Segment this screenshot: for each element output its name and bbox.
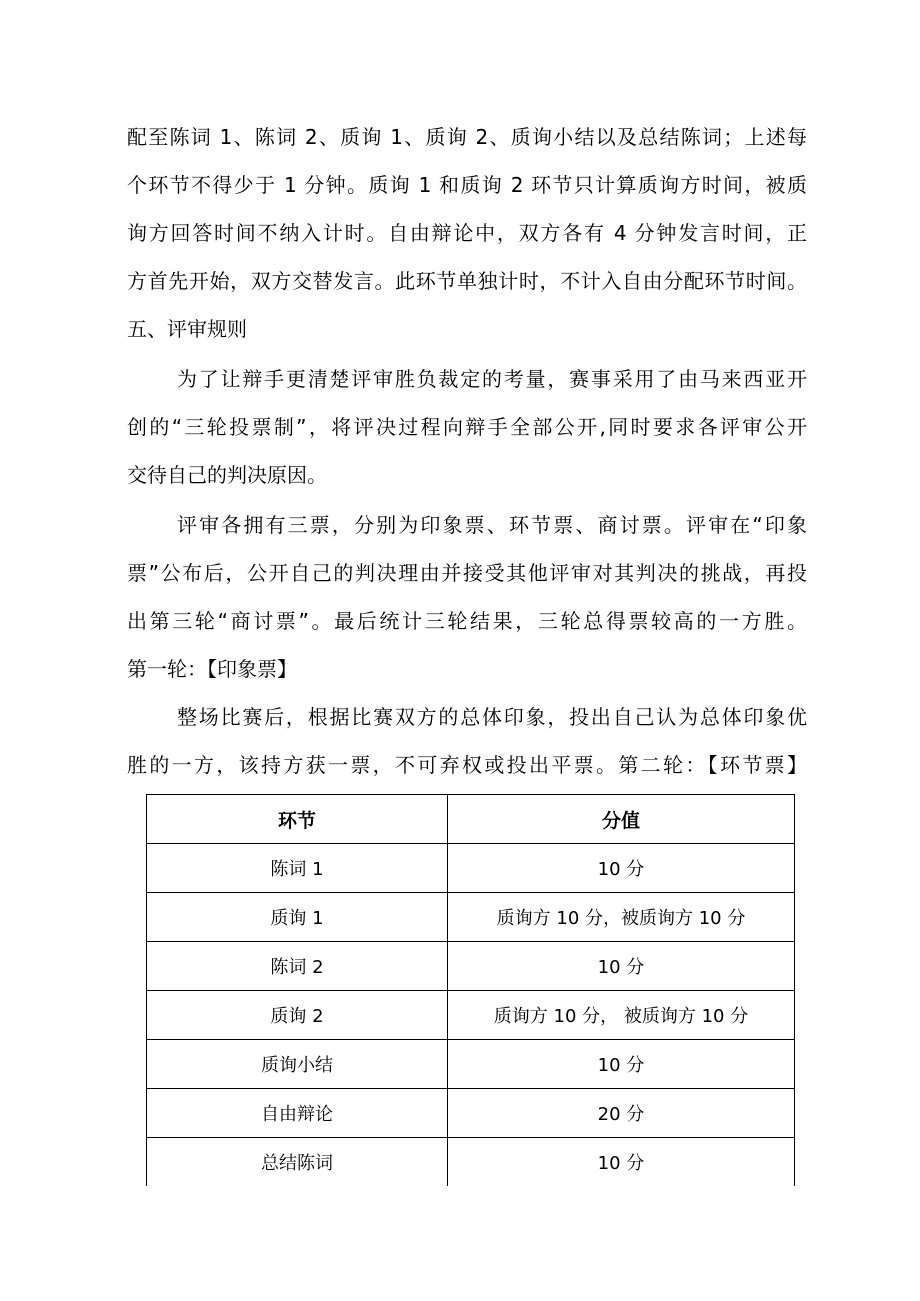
para3-line-1: 整场比赛后，根据比赛双方的总体印象，投出自己认为总体印象优 — [177, 705, 807, 729]
round1-heading: 第一轮：【印象票】 — [127, 657, 297, 681]
cell-score: 10 分 — [448, 844, 795, 893]
para1-line-1: 为了让辩手更清楚评审胜负裁定的考量，赛事采用了由马来西亚开 — [177, 367, 807, 391]
cell-score: 10 分 — [448, 1138, 795, 1187]
intro-line-2: 个环节不得少于 1 分钟。质询 1 和质询 2 环节只计算质询方时间，被质 — [127, 173, 807, 197]
para1-line-3: 交待自己的判决原因。 — [127, 463, 327, 487]
cell-score: 20 分 — [448, 1089, 795, 1138]
cell-segment: 质询 2 — [147, 991, 448, 1040]
table-row — [147, 844, 795, 893]
para2-line-1: 评审各拥有三票，分别为印象票、环节票、商讨票。评审在“印象 — [177, 513, 807, 537]
para3-line-2: 胜的一方，该持方获一票，不可弃权或投出平票。第二轮：【环节票】 — [127, 753, 807, 777]
cell-score: 10 分 — [448, 942, 795, 991]
section-heading: 五、评审规则 — [127, 317, 247, 341]
para2-line-3: 出第三轮“商讨票”。最后统计三轮结果，三轮总得票较高的一方胜。 — [127, 609, 807, 633]
table-row — [147, 893, 795, 942]
intro-line-1: 配至陈词 1、陈词 2、质询 1、质询 2、质询小结以及总结陈词；上述每 — [127, 125, 807, 149]
para1-line-2: 创的“三轮投票制”，将评决过程向辩手全部公开,同时要求各评审公开 — [127, 415, 807, 439]
para2-line-2: 票”公布后，公开自己的判决理由并接受其他评审对其判决的挑战，再投 — [127, 561, 807, 585]
intro-line-4: 方首先开始，双方交替发言。此环节单独计时，不计入自由分配环节时间。 — [127, 269, 807, 293]
table-row — [147, 1040, 795, 1089]
table-row — [147, 942, 795, 991]
cell-score: 质询方 10 分， 被质询方 10 分 — [448, 991, 795, 1040]
cell-segment: 质询小结 — [147, 1040, 448, 1089]
cell-score: 10 分 — [448, 1040, 795, 1089]
table-header-row — [147, 795, 795, 844]
scoring-table — [146, 794, 795, 1186]
table-row — [147, 991, 795, 1040]
header-segment: 环节 — [147, 795, 448, 844]
cell-score: 质询方 10 分，被质询方 10 分 — [448, 893, 795, 942]
cell-segment: 总结陈词 — [147, 1138, 448, 1187]
table-row — [147, 1138, 795, 1187]
cell-segment: 陈词 1 — [147, 844, 448, 893]
cell-segment: 自由辩论 — [147, 1089, 448, 1138]
cell-segment: 质询 1 — [147, 893, 448, 942]
cell-segment: 陈词 2 — [147, 942, 448, 991]
intro-line-3: 询方回答时间不纳入计时。自由辩论中，双方各有 4 分钟发言时间，正 — [127, 221, 807, 245]
table-row — [147, 1089, 795, 1138]
header-score: 分值 — [448, 795, 795, 844]
